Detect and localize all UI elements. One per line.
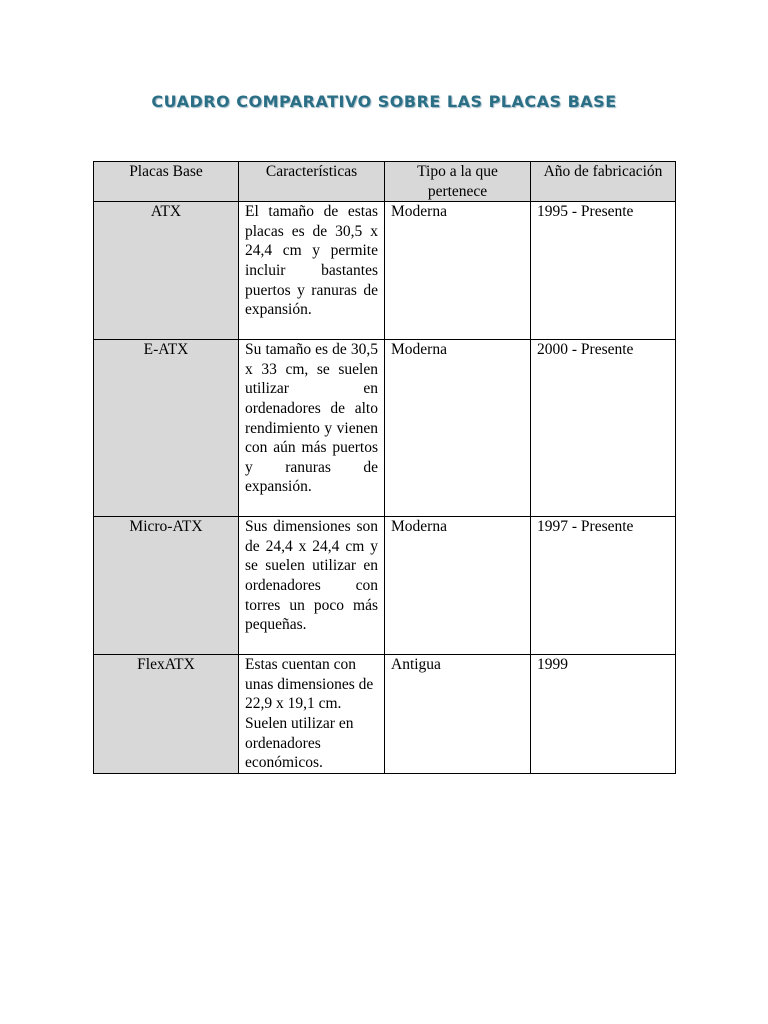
row-placa: E-ATX [94, 340, 239, 517]
header-anio: Año de fabricación [531, 162, 676, 202]
row-caracteristicas: Sus dimensiones son de 24,4 x 24,4 cm y se suelen utilizar en ordenadores con torres un poco más pequeñas. [239, 517, 385, 655]
table-row [94, 202, 676, 340]
row-tipo: Moderna [385, 202, 531, 340]
row-anio: 2000 - Presente [531, 340, 676, 517]
header-placas-base: Placas Base [94, 162, 239, 202]
row-placa: Micro-ATX [94, 517, 239, 655]
row-tipo: Moderna [385, 517, 531, 655]
row-caracteristicas: Su tamaño es de 30,5 x 33 cm, se suelen utilizar en ordenadores de alto rendimiento y vienen con aún más puertos y ranuras de expansión. [239, 340, 385, 517]
row-tipo: Moderna [385, 340, 531, 517]
row-tipo: Antigua [385, 655, 531, 774]
comparison-table [93, 161, 676, 774]
header-caracteristicas: Características [239, 162, 385, 202]
table-row [94, 517, 676, 655]
row-caracteristicas: Estas cuentan con unas dimensiones de 22,9 x 19,1 cm. Suelen utilizar en ordenadores económicos. [239, 655, 385, 774]
row-placa: ATX [94, 202, 239, 340]
document-title: CUADRO COMPARATIVO SOBRE LAS PLACAS BASE [151, 92, 617, 111]
row-anio: 1995 - Presente [531, 202, 676, 340]
row-caracteristicas: El tamaño de estas placas es de 30,5 x 24,4 cm y permite incluir bastantes puertos y ranuras de expansión. [239, 202, 385, 340]
header-row [94, 162, 676, 202]
row-placa: FlexATX [94, 655, 239, 774]
header-tipo: Tipo a la que pertenece [385, 162, 531, 202]
table-row [94, 655, 676, 774]
row-anio: 1997 - Presente [531, 517, 676, 655]
table-row [94, 340, 676, 517]
row-anio: 1999 [531, 655, 676, 774]
